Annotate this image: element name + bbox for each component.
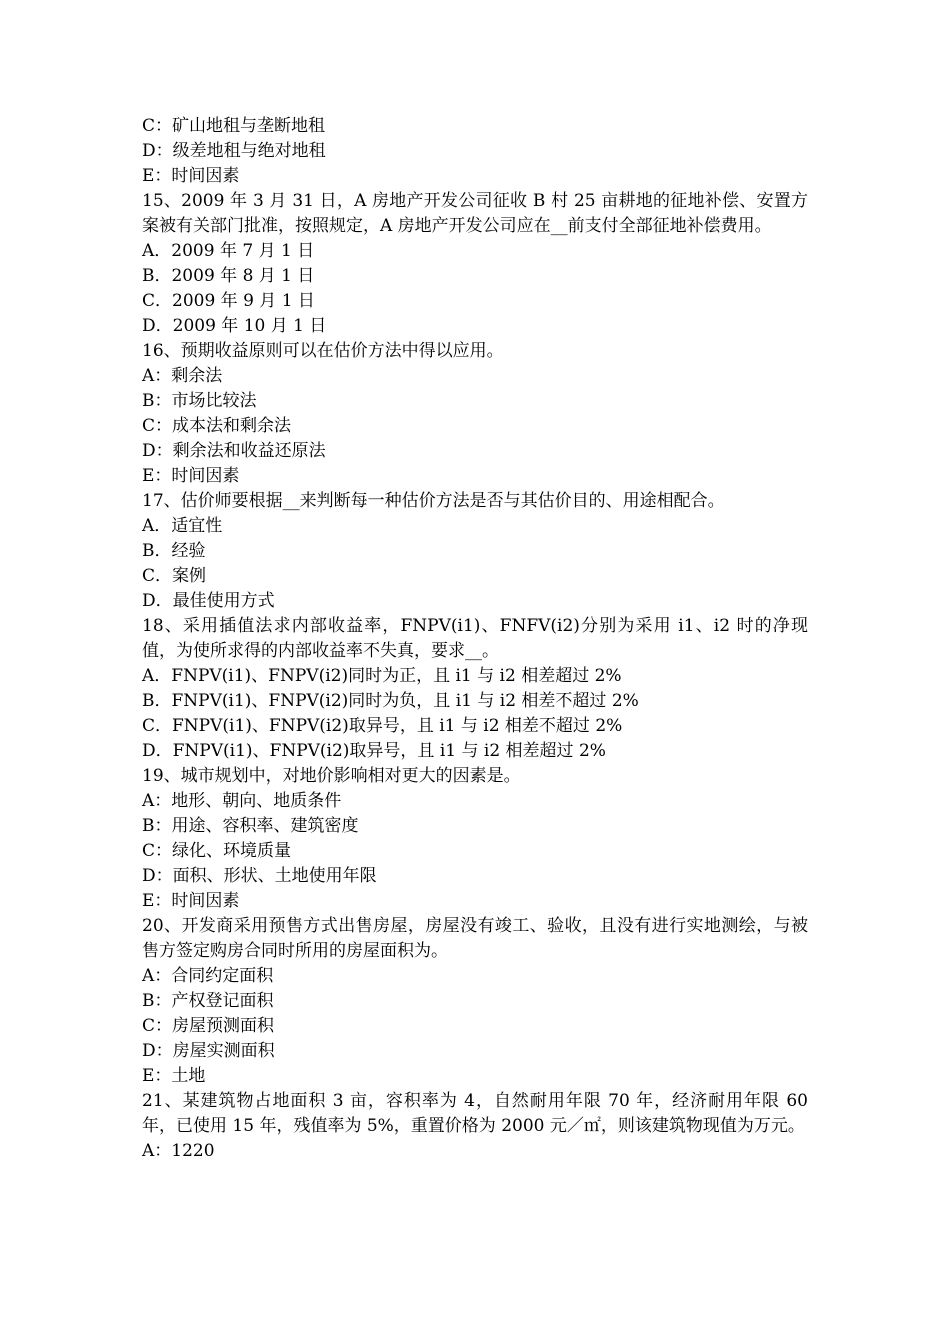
option-d-q19: D：面积、形状、土地使用年限 xyxy=(142,866,377,886)
option-a-q15: A．2009 年 7 月 1 日 xyxy=(142,241,315,261)
question-18: 18、采用插值法求内部收益率，FNPV(i1)、FNFV(i2)分别为采用 i1、i2 时的净现值，为使所求得的内部收益率不失真，要求__。 xyxy=(142,616,808,661)
question-20: 20、开发商采用预售方式出售房屋，房屋没有竣工、验收，且没有进行实地测绘，与被售方签定购房合同时所用的房屋面积为。 xyxy=(142,916,808,961)
question-19: 19、城市规划中，对地价影响相对更大的因素是。 xyxy=(142,766,521,786)
option-c-q15: C．2009 年 9 月 1 日 xyxy=(142,291,315,311)
option-c-q20: C：房屋预测面积 xyxy=(142,1016,275,1036)
question-21: 21、某建筑物占地面积 3 亩，容积率为 4，自然耐用年限 70 年，经济耐用年限 60 年，已使用 15 年，残值率为 5%，重置价格为 2000 元／㎡，则该建筑物现值为万元。 xyxy=(142,1091,808,1136)
option-a-q19: A：地形、朝向、地质条件 xyxy=(142,791,342,811)
option-b-q15: B．2009 年 8 月 1 日 xyxy=(142,266,315,286)
option-b-q20: B：产权登记面积 xyxy=(142,991,274,1011)
option-a-q21: A：1220 xyxy=(142,1141,215,1161)
option-e-q14: E：时间因素 xyxy=(142,166,240,186)
option-b-q16: B：市场比较法 xyxy=(142,391,257,411)
option-b-q19: B：用途、容积率、建筑密度 xyxy=(142,816,359,836)
option-d-q14: D：级差地租与绝对地租 xyxy=(142,141,326,161)
question-15: 15、2009 年 3 月 31 日，A 房地产开发公司征收 B 村 25 亩耕地的征地补偿、安置方案被有关部门批准，按照规定，A 房地产开发公司应在__前支付全部征地补偿费用。 xyxy=(142,191,808,236)
document-page xyxy=(142,114,808,1164)
option-c-q17: C．案例 xyxy=(142,566,207,586)
option-d-q18: D．FNPV(i1)、FNPV(i2)取异号，且 i1 与 i2 相差超过 2% xyxy=(142,741,606,761)
option-b-q17: B．经验 xyxy=(142,541,206,561)
option-a-q20: A：合同约定面积 xyxy=(142,966,274,986)
option-d-q17: D．最佳使用方式 xyxy=(142,591,275,611)
option-e-q16: E：时间因素 xyxy=(142,466,240,486)
question-16: 16、预期收益原则可以在估价方法中得以应用。 xyxy=(142,341,504,361)
question-17: 17、估价师要根据__来判断每一种估价方法是否与其估价目的、用途相配合。 xyxy=(142,491,725,511)
option-a-q17: A．适宜性 xyxy=(142,516,223,536)
option-a-q18: A．FNPV(i1)、FNPV(i2)同时为正，且 i1 与 i2 相差超过 2% xyxy=(142,666,622,686)
option-c-q14: C：矿山地租与垄断地租 xyxy=(142,116,326,136)
option-d-q20: D：房屋实测面积 xyxy=(142,1041,275,1061)
option-c-q18: C．FNPV(i1)、FNPV(i2)取异号，且 i1 与 i2 相差不超过 2% xyxy=(142,716,623,736)
option-b-q18: B．FNPV(i1)、FNPV(i2)同时为负，且 i1 与 i2 相差不超过 2% xyxy=(142,691,639,711)
option-c-q19: C：绿化、环境质量 xyxy=(142,841,292,861)
option-e-q19: E：时间因素 xyxy=(142,891,240,911)
option-c-q16: C：成本法和剩余法 xyxy=(142,416,292,436)
option-a-q16: A：剩余法 xyxy=(142,366,223,386)
option-d-q16: D：剩余法和收益还原法 xyxy=(142,441,326,461)
option-e-q20: E：土地 xyxy=(142,1066,206,1086)
option-d-q15: D．2009 年 10 月 1 日 xyxy=(142,316,327,336)
